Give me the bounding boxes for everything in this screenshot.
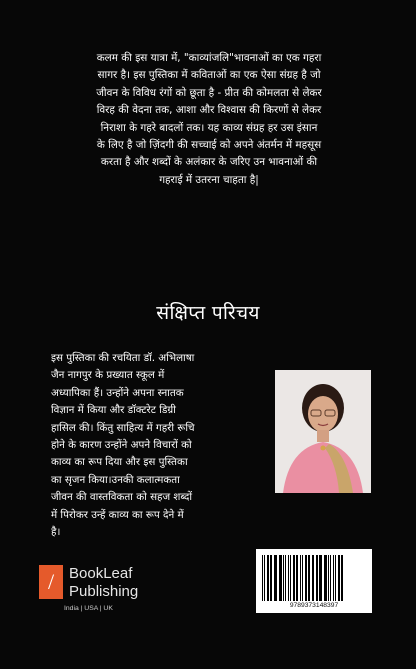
barcode-bar [300,555,301,601]
bio-line: होने के कारण उन्होंने अपने विचारों को [51,439,192,452]
barcode-bar [293,555,295,601]
barcode-bar [262,555,263,601]
barcode-bar [264,555,265,601]
barcode-bar [285,555,286,601]
author-photo [275,370,371,493]
barcode-bar [330,555,331,601]
barcode-bar [341,555,343,601]
author-bio [51,350,262,541]
blurb-line: जीवन के विविध रंगों को छूता है - प्रीत की कोमलता से लेकर [96,86,322,99]
bio-line: जीवन की वास्तविकता को सहज शब्दों [51,491,192,504]
barcode-bar [302,555,303,601]
barcode-bar [296,555,298,601]
blurb-line: के लिए है जो ज़िंदगी की सच्चाई को अपने अंतर्मन में महसूस [96,139,322,152]
section-title: संक्षिप्त परिचय [156,302,260,324]
author-portrait-icon [275,370,371,493]
blurb-line: विरह की वेदना तक, आशा और विश्वास की किरणों से लेकर [96,104,322,117]
barcode-bar [308,555,310,601]
bio-line: अध्यापिका हैं। उन्होंने अपना स्नातक [51,386,184,399]
bio-line: हासिल की। किंतु साहित्य में गहरी रूचि [51,421,195,434]
barcode-bars [262,555,366,601]
barcode-bar [283,555,284,601]
barcode-bar [290,555,291,601]
barcode-bar [279,555,282,601]
blurb-line: सागर है। इस पुस्तिका में कविताओं का एक ऐसा संग्रह है जो [97,69,321,82]
bio-line: काव्य का रूप दिया और इस पुस्तिका [51,456,188,469]
barcode-bar [288,555,289,601]
barcode-bar [338,555,340,601]
barcode-bar [270,555,272,601]
barcode-bar [324,555,327,601]
barcode-bar [316,555,318,601]
blurb-line: गहराई में उतरना चाहता है| [159,173,259,186]
publisher-regions: India | USA | UK [64,605,113,612]
barcode-bar [335,555,336,601]
barcode-bar [328,555,329,601]
isbn-barcode [256,549,372,613]
publisher-logo [39,565,189,603]
bio-line: जैन नागपुर के प्रख्यात स्कूल में [51,369,165,382]
publisher-name-sub: Publishing [69,583,139,600]
barcode-bar [274,555,277,601]
bio-line: इस पुस्तिका की रचयिता डॉ. अभिलाषा [51,352,195,364]
blurb-line: निराशा के गहरे बादलों तक। यह काव्य संग्रह हर उस इंसान [100,121,318,134]
publisher-mark: / [39,565,63,599]
publisher-name: BookLeaf [69,565,133,582]
isbn-number: 9789373148397 [289,602,339,609]
bio-line: है। [51,526,61,539]
barcode-bar [319,555,322,601]
barcode-bar [267,555,269,601]
bio-line: में पिरोकर उन्हें काव्य का रूप देने में [51,508,184,521]
bio-line: का सृजन किया।उनकी कलात्मकता [51,473,180,486]
blurb-line: करता है और शब्दों के अलंकार के जरिए उन भावनाओं की [100,156,318,169]
bio-line: विज्ञान में किया और डॉक्टरेट डिग्री [51,404,176,417]
barcode-bar [333,555,334,601]
blurb-line: कलम की इस यात्रा में, "काव्यांजलि"भावनाओं का एक गहरा [96,52,322,64]
back-cover-blurb [28,50,390,189]
barcode-bar [312,555,314,601]
barcode-bar [305,555,307,601]
